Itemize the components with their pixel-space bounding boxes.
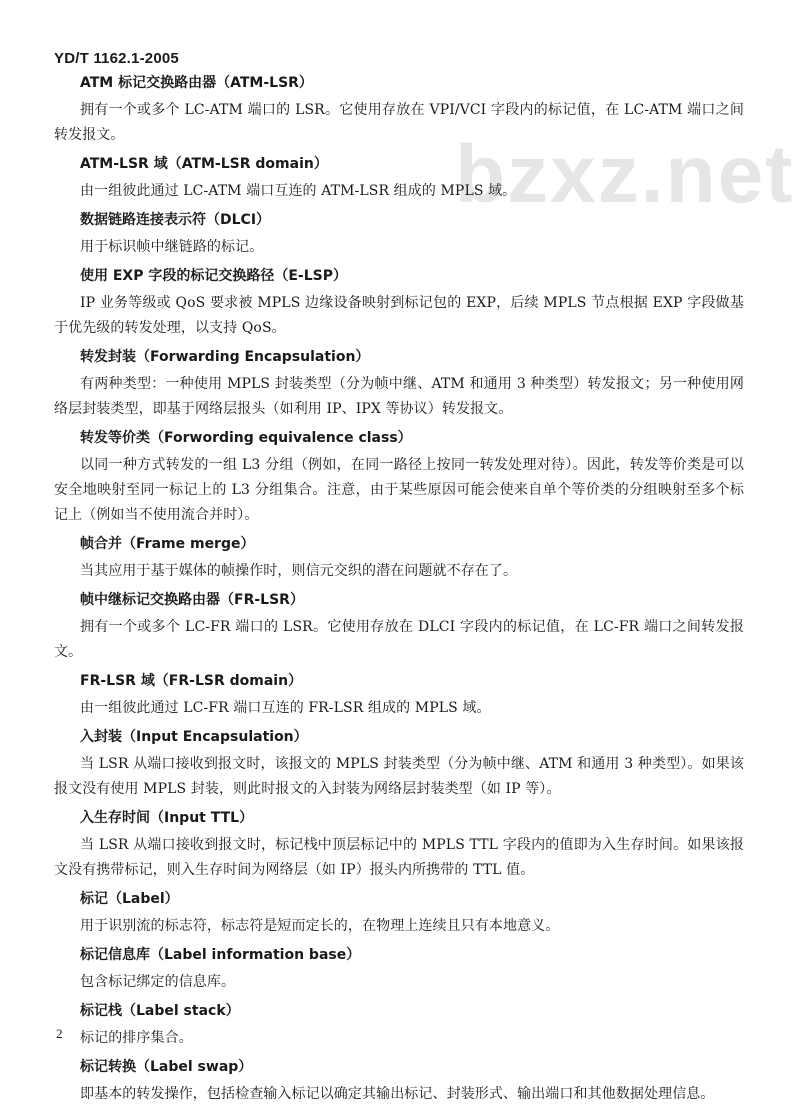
- term-heading: 标记转换（Label swap）: [80, 1059, 253, 1075]
- term-definition: 当 LSR 从端口接收到报文时，标记栈中顶层标记中的 MPLS TTL 字段内的值即为入生存时间。如果该报文没有携带标记，则入生存时间为网络层（如 IP）报头内所携带的 TTL 值。: [54, 837, 744, 878]
- term-heading: ATM-LSR 域（ATM-LSR domain）: [80, 156, 328, 172]
- term-definition: 包含标记绑定的信息库。: [80, 974, 236, 990]
- definition-entry: [54, 726, 744, 802]
- standard-code-header: YD/T 1162.1-2005: [54, 50, 179, 67]
- term-definition: IP 业务等级或 QoS 要求被 MPLS 边缘设备映射到标记包的 EXP，后续 MPLS 节点根据 EXP 字段做基于优先级的转发处理，以支持 QoS。: [54, 295, 744, 336]
- definition-entry: [54, 1056, 744, 1107]
- term-definition: 由一组彼此通过 LC-ATM 端口互连的 ATM-LSR 组成的 MPLS 域。: [80, 183, 517, 199]
- term-heading: 入封装（Input Encapsulation）: [80, 729, 308, 745]
- term-heading: 帧合并（Frame merge）: [80, 536, 255, 552]
- term-definition: 用于识别流的标志符，标志符是短而定长的，在物理上连续且只有本地意义。: [80, 918, 560, 934]
- term-definition: 以同一种方式转发的一组 L3 分组（例如，在同一路径上按同一转发处理对待）。因此，转发等价类是可以安全地映射至同一标记上的 L3 分组集合。注意，由于某些原因可能会使来自单个等价类的分组映射至多个标记上（例如当不使用流合并时）。: [54, 457, 744, 523]
- definition-entry: [54, 589, 744, 665]
- term-heading: 标记信息库（Label information base）: [80, 947, 361, 963]
- term-heading: 帧中继标记交换路由器（FR-LSR）: [80, 592, 304, 608]
- term-heading: 标记栈（Label stack）: [80, 1003, 240, 1019]
- definition-entry: [54, 888, 744, 939]
- term-heading: 入生存时间（Input TTL）: [80, 810, 254, 826]
- definition-entry: [54, 427, 744, 528]
- definition-entry: [54, 209, 744, 260]
- definition-entry: [54, 944, 744, 995]
- term-heading: 转发封装（Forwarding Encapsulation）: [80, 349, 370, 365]
- definition-entry: [54, 533, 744, 584]
- definition-entry: [54, 153, 744, 204]
- watermark: bzxz.net: [455, 129, 795, 220]
- term-heading: 转发等价类（Forwording equivalence class）: [80, 430, 412, 446]
- term-definition: 有两种类型：一种使用 MPLS 封装类型（分为帧中继、ATM 和通用 3 种类型）转发报文；另一种使用网络层封装类型，即基于网络层报头（如利用 IP、IPX 等协议）转发报文。: [54, 376, 744, 417]
- definition-entry: [54, 72, 744, 148]
- term-definition: 用于标识帧中继链路的标记。: [80, 239, 264, 255]
- term-definition: 当 LSR 从端口接收到报文时，该报文的 MPLS 封装类型（分为帧中继、ATM 和通用 3 种类型）。如果该报文没有使用 MPLS 封装，则此时报文的入封装为网络层封装类型（如 IP 等）。: [54, 756, 744, 797]
- definition-entry: [54, 265, 744, 341]
- term-definition: 拥有一个或多个 LC-FR 端口的 LSR。它使用存放在 DLCI 字段内的标记值，在 LC-FR 端口之间转发报文。: [54, 619, 744, 660]
- page-number: 2: [56, 1026, 63, 1041]
- term-definition: 由一组彼此通过 LC-FR 端口互连的 FR-LSR 组成的 MPLS 域。: [80, 700, 491, 716]
- term-definition: 即基本的转发操作，包括检查输入标记以确定其输出标记、封装形式、输出端口和其他数据处理信息。: [80, 1086, 715, 1102]
- term-definition: 标记的排序集合。: [80, 1030, 193, 1046]
- definition-entry: [54, 346, 744, 422]
- term-heading: 使用 EXP 字段的标记交换路径（E-LSP）: [80, 268, 348, 284]
- definition-entry: [54, 670, 744, 721]
- term-definition: 当其应用于基于媒体的帧操作时，则信元交织的潜在问题就不存在了。: [80, 563, 518, 579]
- term-heading: ATM 标记交换路由器（ATM-LSR）: [80, 75, 313, 91]
- definition-entry: [54, 1000, 744, 1051]
- term-definition: 拥有一个或多个 LC-ATM 端口的 LSR。它使用存放在 VPI/VCI 字段内的标记值，在 LC-ATM 端口之间转发报文。: [54, 102, 744, 143]
- term-heading: 标记（Label）: [80, 891, 179, 907]
- term-heading: 数据链路连接表示符（DLCI）: [80, 212, 271, 228]
- definitions-list: [54, 72, 744, 1112]
- term-heading: FR-LSR 域（FR-LSR domain）: [80, 673, 303, 689]
- definition-entry: [54, 807, 744, 883]
